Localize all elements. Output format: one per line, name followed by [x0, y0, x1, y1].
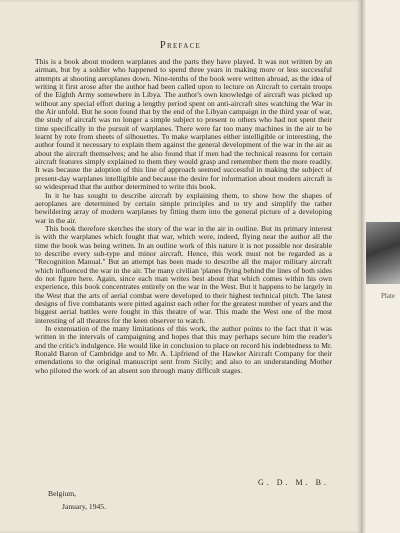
paragraph: This book therefore sketches the story of the war in the air in outline. But its primary interest is with the warplanes which fought that war, which were, indeed, flying near the author all the time the book was being written. In an outline work of this nature it is not possible nor desirable to describe every sub-type and minor aircraft. Hence, this work must not be regarded as a "Recognition Manual." But an attempt has been made to describe all the major military aircraft which influenced the war in the air. The many civilian 'planes flying behind the lines of both sides do not figure here. Again, since each man writes best about that which comes within his own experience, this book concentrates entirely on the war in the West. But it happens to be largely in the West that the arts of aerial combat were developed to their highest technical pitch. The latest designs of five combatants were pitted against each other for the greatest number of years and the biggest aerial battles were fought in this theatre of war. This made the West one of the most interesting of all theatres for the keen observer to watch. [35, 223, 332, 325]
plate-label: Plate [381, 292, 395, 300]
place-line: Belgium, [48, 489, 77, 498]
author-initials: G. D. M. B. [258, 478, 330, 487]
paragraph: In it he has sought to describe aircraft by explaining them, to show how the shapes of aeroplanes are determined by certain simple principles and to try and simplify the rather bewildering array of modern warplanes by fitting them into the general picture of a developing war in the air. [35, 190, 332, 225]
date-line: January, 1945. [62, 502, 107, 511]
plate-photo [366, 222, 400, 284]
page-title: Preface [159, 40, 202, 51]
paragraph: This is a book about modern warplanes and the parts they have played. It was not written by an airman, but by a soldier who happened to spend three years in making more or less successful attempts at shooting aeroplanes down. Nine-tenths of the book were written abroad, as the idea of writing it first arose after the author had been called upon to lecture on Aircraft to certain troops of the Eighth Army somewhere in Libya. The author's own knowledge of aircraft was picked up without any special effort during a lengthy period spent on anti-aircraft sites watching the War in the Air unfold. But he soon found that by the end of the Libyan campaign in the third year of war, the study of aircraft was no longer a simple subject to present to others who had not spent their time specifically in the pursuit of warplanes. There were far too many machines in the air to be learnt by rote from sheets of silhouettes. To make warplanes either intelligible or interesting, the author found it necessary to explain them against the general development of the war in the air as about the aircraft themselves; and he also found that if men had the technical reasons for certain aircraft features simply explained to them they would grasp and remember them the more readily. It was because the adoption of this line of approach seemed successful in making the subject of present-day warplanes intelligible and because the desire for information about modern aircraft is so widespread that the author determined to write this book. [35, 57, 332, 192]
preface-body [35, 58, 332, 375]
paragraph: In extenuation of the many limitations of this work, the author points to the fact that it was written in the intervals of campaigning and hopes that this may perhaps secure him the reader's and the critic's indulgence. He would like in conclusion to place on record his indebtedness to Mr. Ronald Baron of Cambridge and to Mr. A. Lipfriend of the Hawker Aircraft Company for their emendations to the original manuscript sent from Sicily; and also to an understanding Mother who piloted the work of an absent son through many difficult stages. [35, 324, 332, 375]
